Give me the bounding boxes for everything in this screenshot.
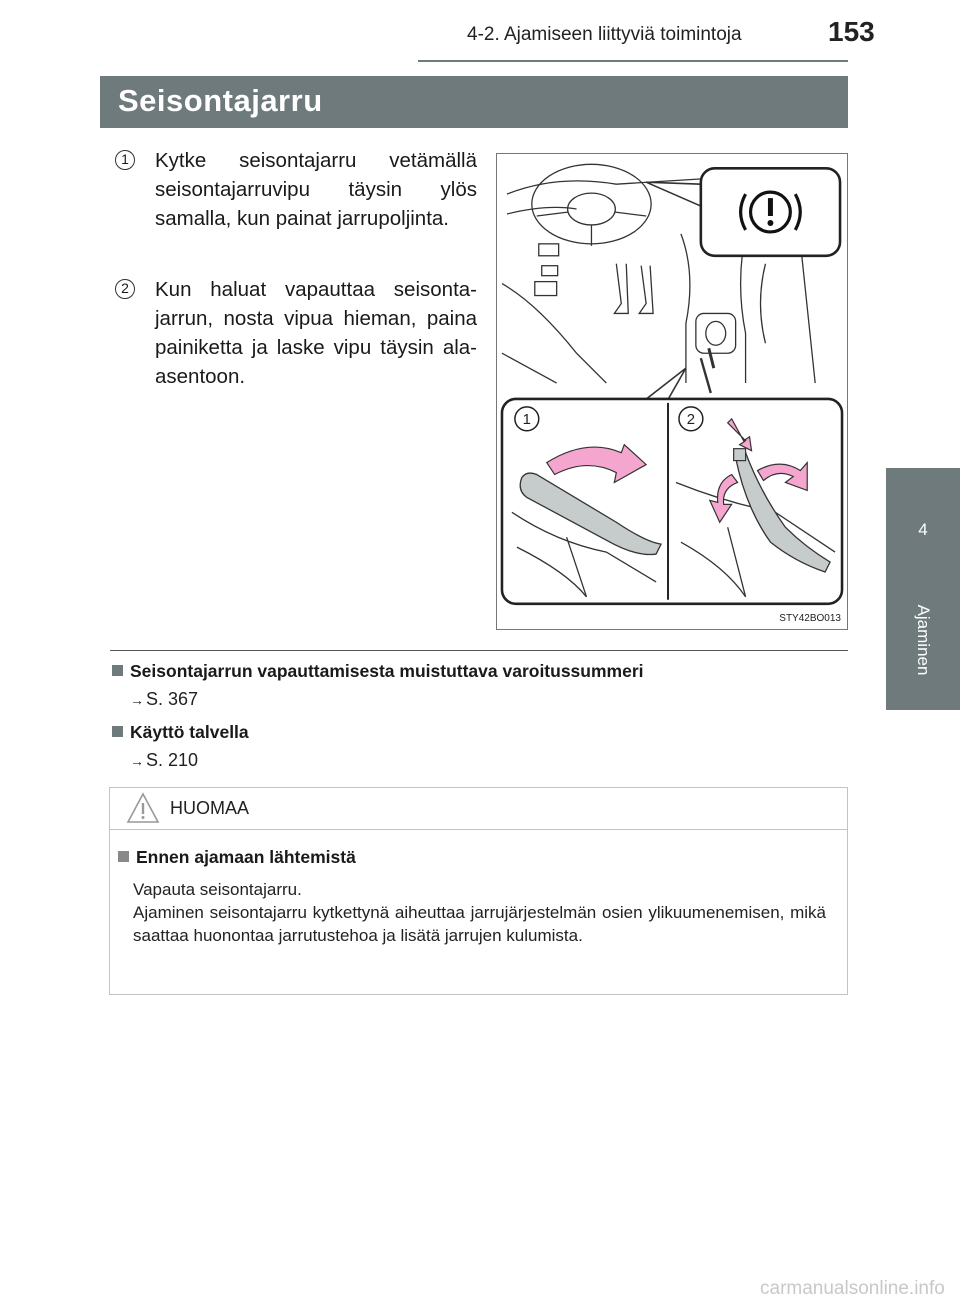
callout-1: 1 xyxy=(522,411,531,428)
step-number-badge: 2 xyxy=(115,279,135,299)
step-item xyxy=(115,146,477,233)
note-heading xyxy=(112,722,249,743)
step-item xyxy=(115,275,477,391)
step-text: Kun haluat vapauttaa seisontajarrun, nosta vipua hieman, paina painiketta ja laske vipu täysin ala-asentoon. xyxy=(155,278,477,388)
step-number-badge: 1 xyxy=(115,150,135,170)
note-reference[interactable] xyxy=(130,750,198,771)
page-number: 153 xyxy=(828,16,875,47)
figure-code: STY42BO013 xyxy=(779,613,841,624)
caution-line: Vapauta seisontajarru. xyxy=(133,880,302,899)
square-bullet-icon xyxy=(118,851,129,862)
note-reference[interactable] xyxy=(130,689,198,710)
site-watermark: carmanualsonline.info xyxy=(760,1278,945,1299)
square-bullet-icon xyxy=(112,726,123,737)
section-title-bar xyxy=(100,76,848,128)
parking-brake-illustration xyxy=(496,153,848,630)
caution-subheading-text: Ennen ajamaan lähtemistä xyxy=(136,847,356,867)
section-breadcrumb: 4-2. Ajamiseen liittyviä toimintoja xyxy=(467,24,742,45)
square-bullet-icon xyxy=(112,665,123,676)
note-heading-text: Seisontajarrun vapauttamisesta muistuttava varoitussummeri xyxy=(130,661,644,681)
arrow-right-icon: → xyxy=(130,753,144,769)
chapter-tab xyxy=(886,468,960,710)
arrow-right-icon: → xyxy=(130,692,144,708)
note-heading-text: Käyttö talvella xyxy=(130,722,249,742)
chapter-number: 4 xyxy=(918,520,928,539)
note-reference-text: S. 210 xyxy=(146,750,199,770)
chapter-label: Ajaminen xyxy=(914,604,933,676)
section-divider xyxy=(110,650,848,651)
header-divider xyxy=(418,60,848,62)
car-interior-drawing xyxy=(497,154,847,629)
caution-line: Ajaminen seisontajarru kytkettynä aiheuttaa jarrujärjestelmän osien ylikuumenemisen, mikä saattaa huonontaa jarrutustehoa ja lisätä jarrujen kulumista. xyxy=(133,903,826,945)
callout-2: 2 xyxy=(686,411,696,428)
caution-subheading xyxy=(118,847,356,868)
step-text: Kytke seisontajarru vetämällä seisontajarruvipu täysin ylös samalla, kun painat jarrupoljinta. xyxy=(155,149,477,230)
caution-label: HUOMAA xyxy=(170,798,250,818)
caution-box xyxy=(109,787,848,995)
note-heading xyxy=(112,661,644,682)
caution-header xyxy=(110,788,847,830)
caution-body xyxy=(133,878,826,947)
warning-triangle-icon xyxy=(126,792,160,824)
note-reference-text: S. 367 xyxy=(146,689,199,709)
page-title: Seisontajarru xyxy=(118,83,323,118)
